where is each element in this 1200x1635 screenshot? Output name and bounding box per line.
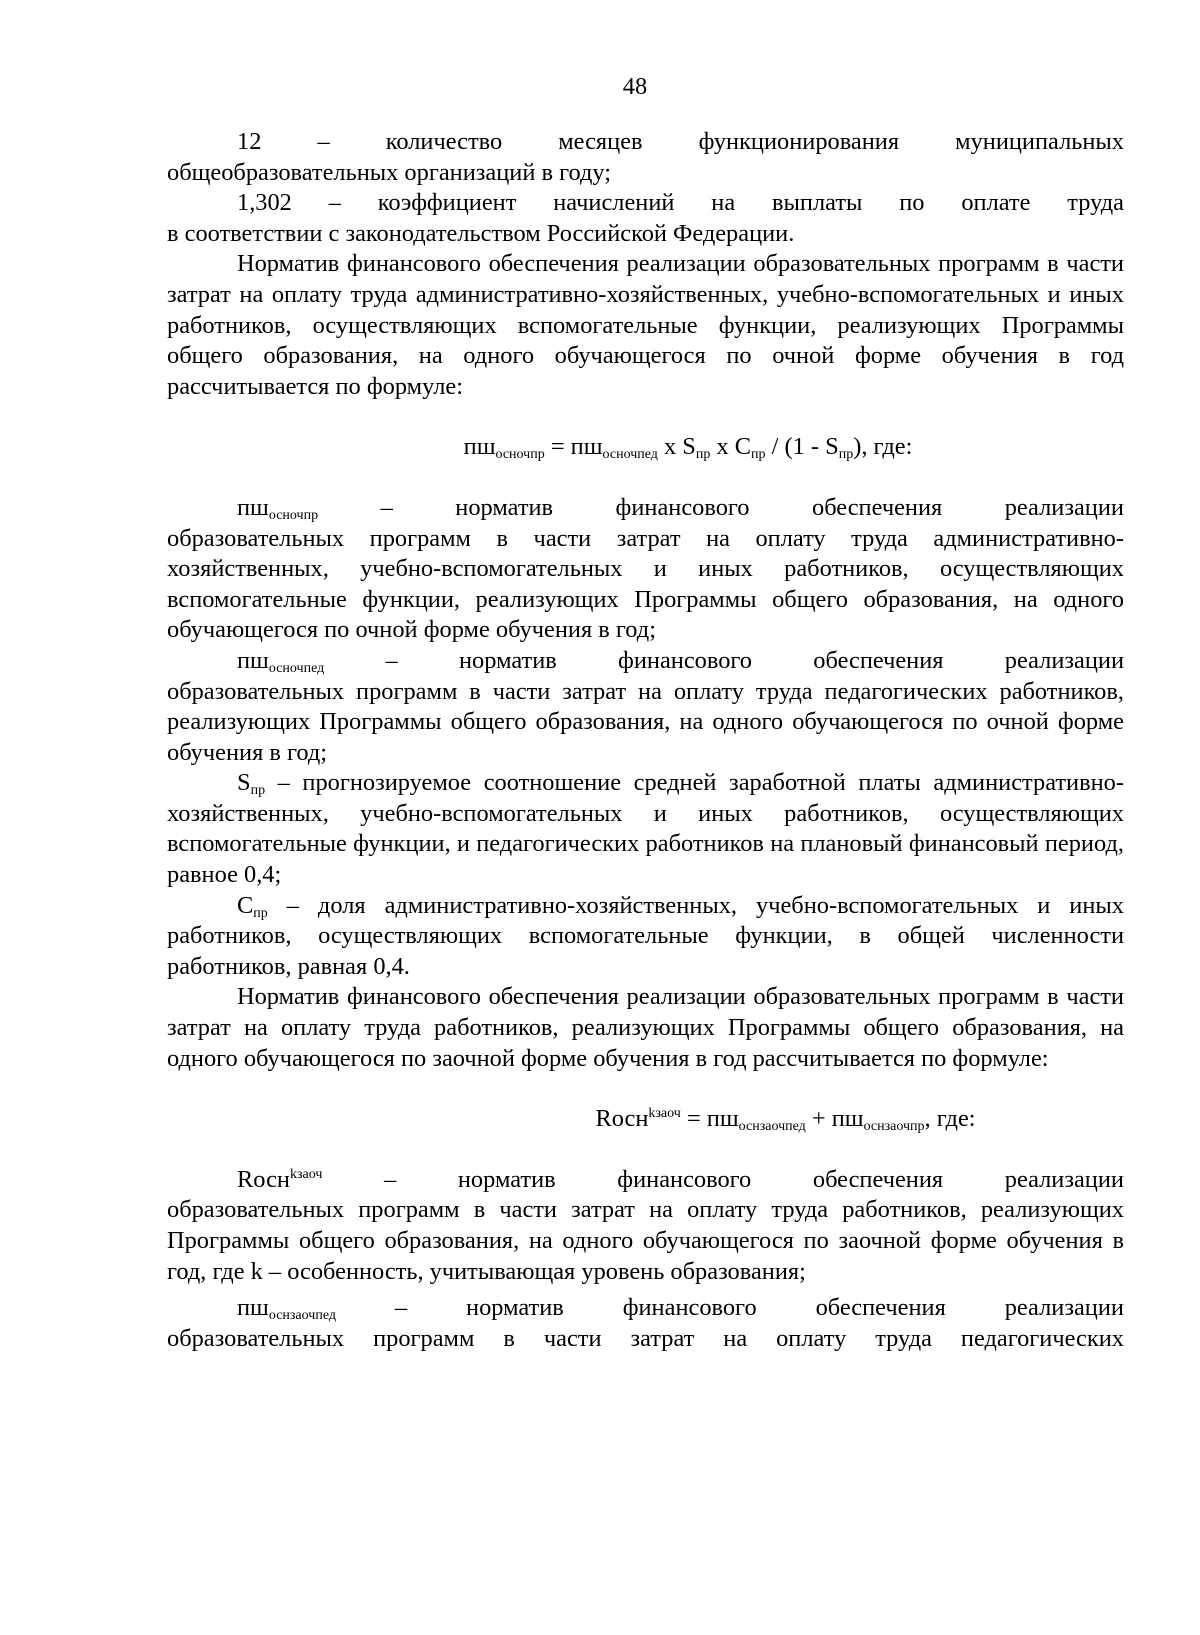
definition-psh-osnochped [167, 646, 1124, 677]
paragraph-normative-correspondence: Норматив финансового обеспечения реализации образовательных программ в части затрат на оплату труда работников, реализующих Программы общего образования, на одного обучающегося по заочной форме обучения в год рассчитывается по формуле: [167, 983, 1124, 1072]
definition-word: финансового [617, 1165, 752, 1193]
definition-word: реализации [1004, 1165, 1124, 1193]
definition-term: $пш_{осночпед}$ [237, 646, 325, 676]
formula2-rhs2-sub: оснзаочпр [863, 1119, 925, 1135]
definition-term: $пш_{осночпр}$ [237, 493, 319, 523]
paragraph-coefficient-line2: в соответствии с законодательством Российской Федерации. [167, 219, 795, 247]
formula-fulltime [167, 432, 1124, 463]
formula2-tail: , где: [924, 1105, 976, 1133]
formula-correspondence [167, 1104, 1124, 1135]
definition-psh-osnochpr [167, 493, 1124, 524]
definition-psh-osnzaochped [167, 1293, 1124, 1324]
page-number: 48 [622, 73, 648, 100]
definition-word: реализации [1004, 493, 1124, 521]
formula1-s2-sub: пр [838, 447, 854, 463]
formula1-c-sub: пр [751, 447, 766, 463]
definition-word: норматив [459, 646, 557, 674]
document-body [167, 127, 1124, 1354]
definition-word: реализации [1004, 646, 1124, 674]
paragraph-normative-fulltime: Норматив финансового обеспечения реализации образовательных программ в части затрат на оплату труда административно-хозяйственных, учебно-вспомогательных и иных работников, осуществляющих вспомогательные функции, реализующих Программы общего образования, на одного обучающегося по очной форме обучения в год рассчитывается по формуле: [167, 250, 1124, 400]
formula2-plus: + пш [805, 1105, 864, 1133]
definition-word: финансового [618, 646, 752, 674]
paragraph-months-line1: 12 – количество месяцев функционирования муниципальных [237, 128, 1124, 155]
definition-word: обеспечения [812, 493, 943, 521]
formula1-eq: = пш [544, 433, 603, 461]
definition-term: Rосн$^{kзаоч}$ [237, 1165, 323, 1193]
definition-word: обеспечения [813, 646, 944, 674]
definition-rosn-kzaoch-text: образовательных программ в части затрат на оплату труда работников, реализующих Программы общего образования, на одного обучающегося по заочной форме обучения в год, где k – особенность, учитывающая уровень образования; [167, 1196, 1124, 1285]
definition-word: обеспечения [815, 1294, 946, 1322]
definition-psh-osnzaochped-text: образовательных программ в части затрат на оплату труда педагогических [167, 1324, 1124, 1352]
formula1-div: / (1 - S [765, 433, 839, 461]
paragraph-coefficient-line1: 1,302 – коэффициент начислений на выплаты по оплате труда [237, 189, 1124, 217]
formula2-eq: = пш [680, 1105, 739, 1133]
definition-dash: – [380, 493, 393, 521]
formula1-mul1: x S [657, 433, 696, 461]
paragraph-months-line2: общеобразовательных организаций в году; [167, 158, 612, 186]
formula1-rhs1-sub: осночпед [602, 447, 658, 463]
definition-s-pr: $S_{пр}$ – прогнозируемое соотношение средней заработной платы административно-хозяйственных, учебно-вспомогательных и иных работников, осуществляющих вспомогательные функции, и педагогических работников на плановый финансовый период, равное 0,4; [167, 769, 1124, 889]
formula1-s-sub: пр [695, 447, 711, 463]
definition-rosn-kzaoch [167, 1165, 1124, 1196]
definition-dash: – [385, 646, 398, 674]
definition-word: реализации [1004, 1294, 1124, 1322]
definition-c-pr: $C_{пр}$ – доля административно-хозяйственных, учебно-вспомогательных и иных работников, осуществляющих вспомогательные функции, в общей численности работников, равная 0,4. [167, 891, 1124, 980]
definition-dash: – [394, 1294, 408, 1322]
definition-word: финансового [622, 1294, 757, 1322]
formula2-lhs-sup: kзаоч [648, 1106, 681, 1122]
definition-word: норматив [455, 493, 554, 521]
formula1-tail: ), где: [853, 433, 913, 461]
definition-dash: – [384, 1165, 397, 1193]
definition-word: норматив [457, 1165, 556, 1193]
formula1-lhs-sub: осночпр [495, 447, 545, 463]
definition-psh-osnochpr-text: образовательных программ в части затрат на оплату труда административно-хозяйственных, учебно-вспомогательных и иных работников, осуществляющих вспомогательные функции, реализующих Программы общего образования, на одного обучающегося по очной форме обучения в год; [167, 524, 1124, 644]
formula2-lhs: Rосн [595, 1105, 649, 1133]
definition-psh-osnochped-text: образовательных программ в части затрат на оплату труда педагогических работников, реализующих Программы общего образования, на одного обучающегося по очной форме обучения в год; [167, 677, 1124, 766]
formula1-lhs: пш [463, 433, 496, 461]
formula1-mul2: x C [710, 433, 752, 461]
definition-word: норматив [466, 1294, 564, 1322]
definition-word: финансового [615, 493, 750, 521]
formula2-rhs1-sub: оснзаочпед [738, 1119, 806, 1135]
definition-word: обеспечения [812, 1165, 944, 1193]
definition-term: $пш_{оснзаочпед}$ [237, 1294, 336, 1324]
